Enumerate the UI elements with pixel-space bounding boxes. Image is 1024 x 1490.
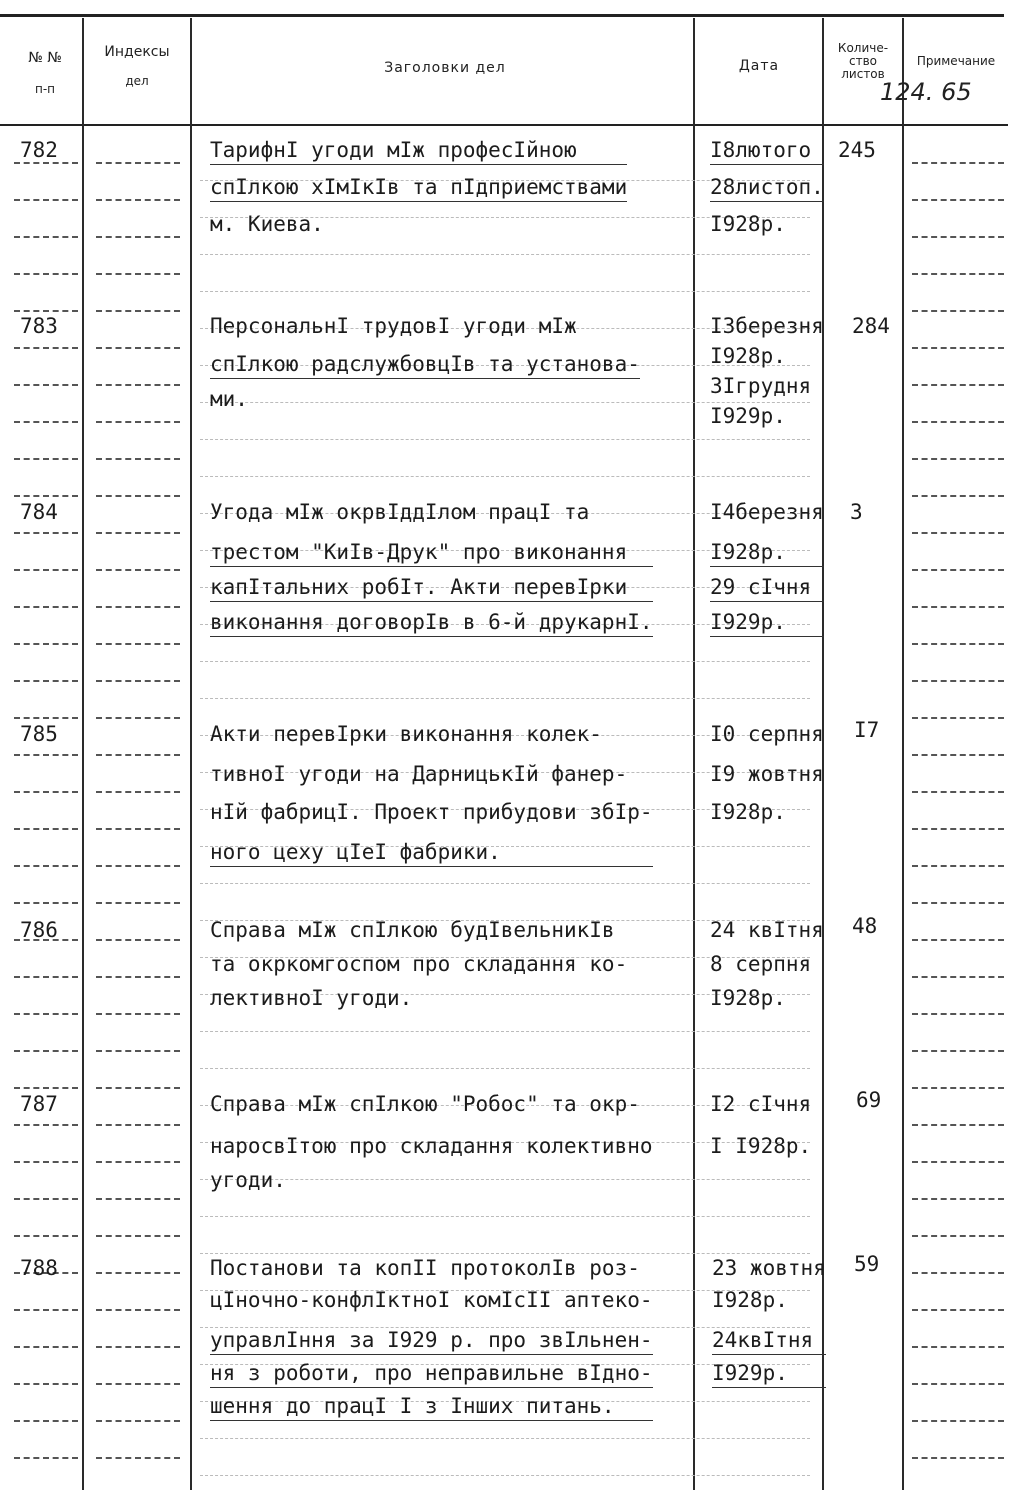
top-border-line bbox=[0, 14, 1004, 17]
ruled-line bbox=[96, 680, 180, 682]
ruled-line bbox=[200, 254, 810, 255]
ruled-line bbox=[96, 384, 180, 386]
ruled-line bbox=[14, 1013, 78, 1015]
ruled-line bbox=[96, 199, 180, 201]
header-note: Примечание bbox=[916, 54, 996, 68]
ruled-line bbox=[96, 1087, 180, 1089]
ruled-line bbox=[912, 1457, 1004, 1459]
ruled-line bbox=[912, 1309, 1004, 1311]
ruled-line bbox=[14, 1087, 78, 1089]
ruled-line bbox=[912, 532, 1004, 534]
ruled-line bbox=[96, 421, 180, 423]
ruled-line bbox=[912, 680, 1004, 682]
ruled-line bbox=[14, 347, 78, 349]
ruled-line bbox=[14, 1309, 78, 1311]
entry-number: 786 bbox=[20, 918, 58, 942]
column-divider bbox=[693, 18, 695, 1490]
ruled-line bbox=[96, 1309, 180, 1311]
ruled-line bbox=[96, 1124, 180, 1126]
ruled-line bbox=[912, 606, 1004, 608]
ruled-line bbox=[96, 606, 180, 608]
entry-sheet-count: 69 bbox=[856, 1088, 882, 1112]
ruled-line bbox=[200, 1475, 810, 1476]
column-divider bbox=[190, 18, 192, 1490]
ruled-line bbox=[14, 902, 78, 904]
ruled-line bbox=[14, 865, 78, 867]
ruled-line bbox=[912, 421, 1004, 423]
header-index: Индексы дел bbox=[104, 44, 170, 88]
ruled-line bbox=[96, 1420, 180, 1422]
entry-sheet-count: 284 bbox=[852, 314, 890, 338]
ruled-line bbox=[14, 495, 78, 497]
header-number: № № п-п bbox=[28, 50, 62, 96]
ruled-line bbox=[912, 273, 1004, 275]
ruled-line bbox=[912, 1383, 1004, 1385]
ruled-line bbox=[912, 458, 1004, 460]
ruled-line bbox=[200, 1253, 810, 1254]
ruled-line bbox=[912, 1346, 1004, 1348]
ruled-line bbox=[912, 939, 1004, 941]
ruled-line bbox=[14, 199, 78, 201]
entry-sheet-count: 245 bbox=[838, 138, 876, 162]
ruled-line bbox=[200, 439, 810, 440]
ruled-line bbox=[96, 976, 180, 978]
entry-title: Справа мIж спIлкою будIвельникIв та окркомгоспом про складання ко- лективноI угоди. bbox=[210, 918, 628, 1010]
ruled-line bbox=[912, 162, 1004, 164]
ruled-line bbox=[96, 828, 180, 830]
ruled-line bbox=[96, 347, 180, 349]
ruled-line bbox=[912, 1050, 1004, 1052]
ruled-line bbox=[14, 1124, 78, 1126]
entry-title: Справа мIж спIлкою "Робос" та окр- наросвIтою про складання колективно угоди. bbox=[210, 1092, 653, 1192]
entry-date: 24 квIтня 8 серпня I928р. bbox=[710, 918, 824, 1010]
ruled-line bbox=[14, 162, 78, 164]
ruled-line bbox=[912, 791, 1004, 793]
ruled-line bbox=[14, 384, 78, 386]
ruled-line bbox=[912, 865, 1004, 867]
ruled-line bbox=[14, 1198, 78, 1200]
ruled-line bbox=[200, 661, 810, 662]
ruled-line bbox=[14, 828, 78, 830]
ruled-line bbox=[14, 680, 78, 682]
ruled-line bbox=[96, 1272, 180, 1274]
ruled-line bbox=[14, 310, 78, 312]
ruled-line bbox=[96, 162, 180, 164]
ruled-line bbox=[96, 1161, 180, 1163]
ruled-line bbox=[96, 1235, 180, 1237]
ruled-line bbox=[96, 865, 180, 867]
entry-title: ТарифнI угоди мIж професIйною спIлкою хIмIкIв та пIдприемствами м. Киева. bbox=[210, 138, 628, 236]
ruled-line bbox=[14, 643, 78, 645]
ruled-line bbox=[96, 643, 180, 645]
entry-sheet-count: 3 bbox=[850, 500, 863, 524]
ruled-line bbox=[912, 569, 1004, 571]
entry-number: 787 bbox=[20, 1092, 58, 1116]
ruled-line bbox=[912, 754, 1004, 756]
ruled-line bbox=[912, 828, 1004, 830]
entry-date: I8лютого 28листоп. I928р. bbox=[710, 138, 824, 236]
ruled-line bbox=[912, 1198, 1004, 1200]
sheet-number: 124. 65 bbox=[880, 78, 972, 106]
header-date: Дата bbox=[738, 58, 780, 74]
entry-date: I4березня I928р. 29 сIчня I929р. bbox=[710, 500, 824, 637]
ruled-line bbox=[96, 754, 180, 756]
ruled-line bbox=[912, 1420, 1004, 1422]
entry-sheet-count: 48 bbox=[852, 914, 878, 938]
ruled-line bbox=[96, 532, 180, 534]
ruled-line bbox=[912, 1013, 1004, 1015]
ruled-line bbox=[96, 717, 180, 719]
ruled-line bbox=[96, 495, 180, 497]
ruled-line bbox=[14, 1235, 78, 1237]
ruled-line bbox=[14, 569, 78, 571]
ruled-line bbox=[14, 754, 78, 756]
entry-number: 782 bbox=[20, 138, 58, 162]
ruled-line bbox=[200, 476, 810, 477]
ruled-line bbox=[14, 532, 78, 534]
entry-number: 788 bbox=[20, 1256, 58, 1280]
ruled-line bbox=[200, 883, 810, 884]
ruled-line bbox=[912, 643, 1004, 645]
ruled-line bbox=[912, 310, 1004, 312]
ruled-line bbox=[96, 1457, 180, 1459]
ruled-line bbox=[912, 495, 1004, 497]
entry-title: Постанови та копII протоколIв роз- цIночно-конфлIктноI комIсII аптеко- управлIння за I929 р. про звIльнен- ня з роботи, про неправильне вIдно- шення до працI I з Iнших питань. bbox=[210, 1256, 653, 1421]
ruled-line bbox=[14, 458, 78, 460]
entry-title: ПерсональнI трудовI угоди мIж спIлкою радслужбовцIв та установа- ми. bbox=[210, 314, 640, 411]
ruled-line bbox=[14, 1420, 78, 1422]
ruled-line bbox=[912, 199, 1004, 201]
ruled-line bbox=[14, 1161, 78, 1163]
ruled-line bbox=[14, 1050, 78, 1052]
ruled-line bbox=[912, 1272, 1004, 1274]
entry-title: Угода мIж окрвIддIлом працI та трестом "КиIв-Друк" про виконання капIтальних робIт. Акти перевIрки виконання договорIв в 6-й друкарнI. bbox=[210, 500, 653, 637]
entry-sheet-count: I7 bbox=[854, 718, 880, 742]
ruled-line bbox=[912, 236, 1004, 238]
entry-sheet-count: 59 bbox=[854, 1252, 880, 1276]
ruled-line bbox=[14, 1457, 78, 1459]
ruled-line bbox=[96, 310, 180, 312]
ruled-line bbox=[912, 976, 1004, 978]
ruled-line bbox=[14, 273, 78, 275]
column-divider bbox=[902, 18, 904, 1490]
ruled-line bbox=[200, 1031, 810, 1032]
ruled-line bbox=[912, 717, 1004, 719]
ruled-line bbox=[912, 1161, 1004, 1163]
ruled-line bbox=[912, 384, 1004, 386]
entry-number: 785 bbox=[20, 722, 58, 746]
ruled-line bbox=[14, 236, 78, 238]
ruled-line bbox=[912, 1124, 1004, 1126]
ruled-line bbox=[912, 347, 1004, 349]
ruled-line bbox=[96, 1383, 180, 1385]
column-divider bbox=[82, 18, 84, 1490]
ruled-line bbox=[912, 902, 1004, 904]
entry-date: I2 сIчня I I928р. bbox=[710, 1092, 812, 1158]
ruled-line bbox=[14, 717, 78, 719]
header-sheet-count: Количе- ство листов bbox=[837, 41, 889, 81]
ruled-line bbox=[14, 1383, 78, 1385]
entry-date: I3березня I928р. 3Iгрудня I929р. bbox=[710, 314, 824, 428]
ruled-line bbox=[200, 698, 810, 699]
ruled-line bbox=[96, 902, 180, 904]
ruled-line bbox=[96, 791, 180, 793]
ruled-line bbox=[96, 1013, 180, 1015]
header-bottom-line bbox=[0, 124, 1008, 126]
entry-title: Акти перевIрки виконання колек- тивноI угоди на ДарницькIй фанер- нIй фабрицI. Проект прибудови збIр- ного цеху цIеI фабрики. bbox=[210, 722, 653, 867]
ruled-line bbox=[14, 791, 78, 793]
ruled-line bbox=[96, 1050, 180, 1052]
ruled-line bbox=[14, 976, 78, 978]
entry-date: I0 серпня I9 жовтня I928р. bbox=[710, 722, 824, 824]
ruled-line bbox=[96, 458, 180, 460]
ruled-line bbox=[96, 273, 180, 275]
ruled-line bbox=[14, 1346, 78, 1348]
ruled-line bbox=[14, 421, 78, 423]
ruled-line bbox=[96, 939, 180, 941]
ruled-line bbox=[912, 1235, 1004, 1237]
entry-date: 23 жовтня I928р. 24квIтня I929р. bbox=[712, 1256, 826, 1388]
ruled-line bbox=[200, 1438, 810, 1439]
entry-number: 784 bbox=[20, 500, 58, 524]
ruled-line bbox=[14, 606, 78, 608]
ruled-line bbox=[96, 236, 180, 238]
ruled-line bbox=[96, 1346, 180, 1348]
ruled-line bbox=[96, 569, 180, 571]
header-title: Заголовки дел bbox=[384, 60, 506, 76]
ruled-line bbox=[200, 1068, 810, 1069]
entry-number: 783 bbox=[20, 314, 58, 338]
ruled-line bbox=[912, 1087, 1004, 1089]
ruled-line bbox=[96, 1198, 180, 1200]
ruled-line bbox=[200, 1216, 810, 1217]
ruled-line bbox=[200, 291, 810, 292]
